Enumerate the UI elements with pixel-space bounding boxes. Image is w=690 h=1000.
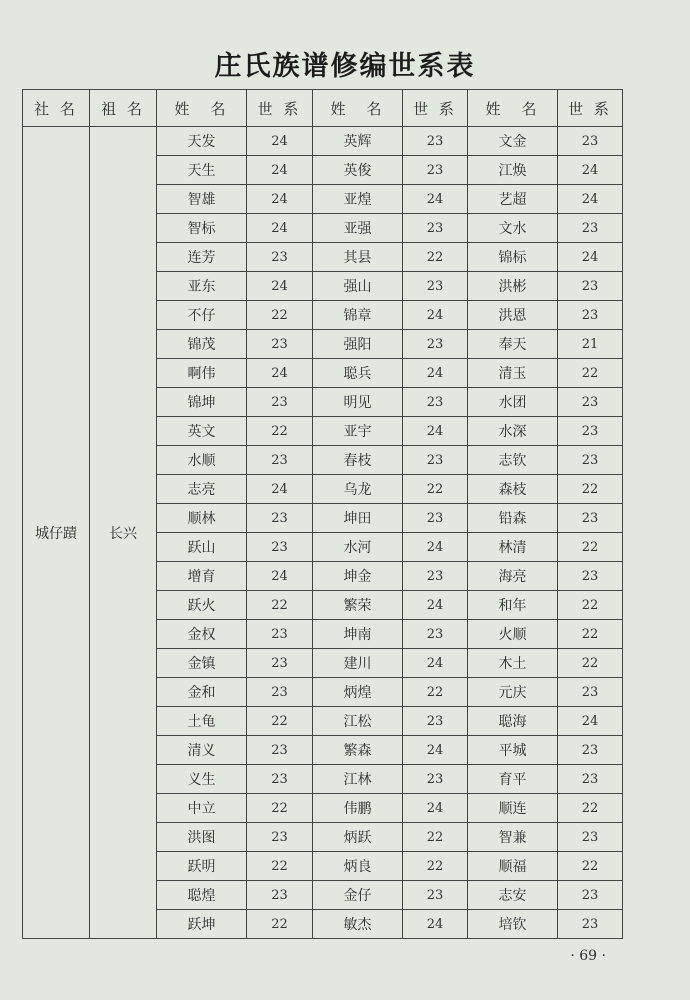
- generation-cell: 23: [558, 504, 623, 533]
- name-cell: 洪图: [157, 823, 247, 852]
- generation-cell: 23: [403, 620, 468, 649]
- generation-cell: 24: [558, 243, 623, 272]
- generation-cell: 23: [403, 707, 468, 736]
- name-cell: 金和: [157, 678, 247, 707]
- generation-cell: 23: [247, 881, 313, 910]
- generation-cell: 22: [247, 852, 313, 881]
- name-cell: 炳煌: [313, 678, 403, 707]
- name-cell: 顺林: [157, 504, 247, 533]
- generation-cell: 22: [247, 417, 313, 446]
- generation-cell: 23: [403, 881, 468, 910]
- name-cell: 亚宇: [313, 417, 403, 446]
- name-cell: 和年: [468, 591, 558, 620]
- name-cell: 锦茂: [157, 330, 247, 359]
- generation-cell: 23: [247, 533, 313, 562]
- name-cell: 文水: [468, 214, 558, 243]
- name-cell: 锦标: [468, 243, 558, 272]
- generation-cell: 23: [558, 881, 623, 910]
- name-cell: 金仔: [313, 881, 403, 910]
- generation-cell: 23: [558, 127, 623, 156]
- page-number: · 69 ·: [570, 948, 606, 964]
- name-cell: 智雄: [157, 185, 247, 214]
- column-header: 祖 名: [90, 90, 157, 127]
- generation-cell: 22: [558, 649, 623, 678]
- name-cell: 智兼: [468, 823, 558, 852]
- generation-cell: 23: [403, 388, 468, 417]
- name-cell: 林清: [468, 533, 558, 562]
- generation-cell: 23: [247, 649, 313, 678]
- name-cell: 啊伟: [157, 359, 247, 388]
- name-cell: 志钦: [468, 446, 558, 475]
- name-cell: 跃山: [157, 533, 247, 562]
- page-title: 庄氏族谱修编世系表: [214, 51, 476, 82]
- name-cell: 天发: [157, 127, 247, 156]
- generation-cell: 23: [403, 156, 468, 185]
- generation-cell: 23: [403, 765, 468, 794]
- generation-cell: 23: [558, 388, 623, 417]
- generation-cell: 24: [403, 301, 468, 330]
- generation-cell: 23: [558, 736, 623, 765]
- generation-cell: 24: [247, 156, 313, 185]
- name-cell: 聪煌: [157, 881, 247, 910]
- header-row: [23, 90, 623, 127]
- column-header: 姓 名: [313, 90, 403, 127]
- generation-cell: 23: [247, 446, 313, 475]
- generation-cell: 23: [403, 504, 468, 533]
- column-header: 世 系: [558, 90, 623, 127]
- generation-cell: 23: [403, 446, 468, 475]
- name-cell: 春枝: [313, 446, 403, 475]
- generation-cell: 22: [403, 243, 468, 272]
- generation-cell: 23: [247, 243, 313, 272]
- generation-cell: 22: [558, 475, 623, 504]
- generation-cell: 22: [247, 794, 313, 823]
- generation-cell: 23: [247, 765, 313, 794]
- name-cell: 锦章: [313, 301, 403, 330]
- generation-cell: 23: [247, 678, 313, 707]
- name-cell: 森枝: [468, 475, 558, 504]
- generation-cell: 22: [403, 823, 468, 852]
- name-cell: 亚煌: [313, 185, 403, 214]
- name-cell: 文金: [468, 127, 558, 156]
- generation-cell: 23: [247, 388, 313, 417]
- generation-cell: 22: [558, 591, 623, 620]
- name-cell: 金权: [157, 620, 247, 649]
- name-cell: 江松: [313, 707, 403, 736]
- generation-cell: 24: [403, 736, 468, 765]
- name-cell: 智标: [157, 214, 247, 243]
- name-cell: 英俊: [313, 156, 403, 185]
- generation-cell: 23: [558, 446, 623, 475]
- generation-cell: 23: [558, 272, 623, 301]
- generation-cell: 23: [247, 620, 313, 649]
- name-cell: 洪恩: [468, 301, 558, 330]
- generation-cell: 24: [558, 156, 623, 185]
- generation-cell: 23: [403, 127, 468, 156]
- name-cell: 乌龙: [313, 475, 403, 504]
- generation-cell: 23: [247, 823, 313, 852]
- generation-cell: 22: [558, 359, 623, 388]
- generation-cell: 23: [558, 678, 623, 707]
- name-cell: 敏杰: [313, 910, 403, 939]
- column-header: 世 系: [403, 90, 468, 127]
- generation-cell: 23: [247, 330, 313, 359]
- name-cell: 顺福: [468, 852, 558, 881]
- generation-cell: 22: [403, 678, 468, 707]
- name-cell: 顺连: [468, 794, 558, 823]
- generation-cell: 23: [558, 823, 623, 852]
- name-cell: 亚东: [157, 272, 247, 301]
- name-cell: 水深: [468, 417, 558, 446]
- generation-cell: 23: [247, 736, 313, 765]
- generation-cell: 24: [403, 185, 468, 214]
- generation-cell: 22: [558, 852, 623, 881]
- name-cell: 跃坤: [157, 910, 247, 939]
- genealogy-table: [22, 89, 623, 939]
- generation-cell: 24: [247, 185, 313, 214]
- generation-cell: 23: [403, 214, 468, 243]
- name-cell: 志亮: [157, 475, 247, 504]
- table-row: [23, 127, 623, 156]
- generation-cell: 22: [247, 301, 313, 330]
- name-cell: 伟鹏: [313, 794, 403, 823]
- name-cell: 明见: [313, 388, 403, 417]
- generation-cell: 22: [403, 852, 468, 881]
- column-header: 社 名: [23, 90, 90, 127]
- name-cell: 奉天: [468, 330, 558, 359]
- generation-cell: 23: [558, 562, 623, 591]
- generation-cell: 22: [403, 475, 468, 504]
- name-cell: 志安: [468, 881, 558, 910]
- name-cell: 江林: [313, 765, 403, 794]
- name-cell: 聪兵: [313, 359, 403, 388]
- generation-cell: 24: [247, 475, 313, 504]
- generation-cell: 24: [403, 910, 468, 939]
- generation-cell: 24: [403, 649, 468, 678]
- generation-cell: 24: [247, 359, 313, 388]
- name-cell: 平城: [468, 736, 558, 765]
- generation-cell: 24: [247, 562, 313, 591]
- name-cell: 土龟: [157, 707, 247, 736]
- name-cell: 不仔: [157, 301, 247, 330]
- name-cell: 江焕: [468, 156, 558, 185]
- generation-cell: 22: [247, 591, 313, 620]
- generation-cell: 23: [247, 504, 313, 533]
- name-cell: 强山: [313, 272, 403, 301]
- name-cell: 坤南: [313, 620, 403, 649]
- name-cell: 育平: [468, 765, 558, 794]
- name-cell: 铅森: [468, 504, 558, 533]
- generation-cell: 22: [247, 910, 313, 939]
- generation-cell: 23: [558, 214, 623, 243]
- generation-cell: 21: [558, 330, 623, 359]
- name-cell: 炳跃: [313, 823, 403, 852]
- name-cell: 海亮: [468, 562, 558, 591]
- name-cell: 木土: [468, 649, 558, 678]
- generation-cell: 24: [403, 359, 468, 388]
- generation-cell: 24: [247, 272, 313, 301]
- name-cell: 洪彬: [468, 272, 558, 301]
- generation-cell: 24: [247, 214, 313, 243]
- generation-cell: 22: [247, 707, 313, 736]
- generation-cell: 24: [403, 533, 468, 562]
- generation-cell: 24: [247, 127, 313, 156]
- name-cell: 水顺: [157, 446, 247, 475]
- generation-cell: 23: [558, 301, 623, 330]
- generation-cell: 24: [403, 417, 468, 446]
- name-cell: 清义: [157, 736, 247, 765]
- name-cell: 水河: [313, 533, 403, 562]
- she-name-cell: 城仔蹟: [23, 127, 90, 939]
- generation-cell: 22: [558, 620, 623, 649]
- name-cell: 中立: [157, 794, 247, 823]
- name-cell: 其县: [313, 243, 403, 272]
- name-cell: 炳良: [313, 852, 403, 881]
- name-cell: 繁荣: [313, 591, 403, 620]
- generation-cell: 23: [403, 562, 468, 591]
- generation-cell: 23: [558, 910, 623, 939]
- column-header: 世 系: [247, 90, 313, 127]
- name-cell: 聪海: [468, 707, 558, 736]
- column-header: 姓 名: [157, 90, 247, 127]
- name-cell: 强阳: [313, 330, 403, 359]
- name-cell: 金镇: [157, 649, 247, 678]
- name-cell: 英文: [157, 417, 247, 446]
- name-cell: 义生: [157, 765, 247, 794]
- name-cell: 建川: [313, 649, 403, 678]
- name-cell: 火顺: [468, 620, 558, 649]
- name-cell: 连芳: [157, 243, 247, 272]
- name-cell: 增育: [157, 562, 247, 591]
- name-cell: 清玉: [468, 359, 558, 388]
- name-cell: 跃火: [157, 591, 247, 620]
- name-cell: 元庆: [468, 678, 558, 707]
- name-cell: 坤田: [313, 504, 403, 533]
- generation-cell: 24: [403, 794, 468, 823]
- generation-cell: 22: [558, 794, 623, 823]
- generation-cell: 24: [558, 185, 623, 214]
- name-cell: 水团: [468, 388, 558, 417]
- name-cell: 坤金: [313, 562, 403, 591]
- name-cell: 繁森: [313, 736, 403, 765]
- name-cell: 天生: [157, 156, 247, 185]
- generation-cell: 24: [558, 707, 623, 736]
- generation-cell: 22: [558, 533, 623, 562]
- generation-cell: 23: [403, 330, 468, 359]
- generation-cell: 23: [558, 417, 623, 446]
- name-cell: 英辉: [313, 127, 403, 156]
- generation-cell: 23: [403, 272, 468, 301]
- generation-cell: 24: [403, 591, 468, 620]
- table-body: [23, 127, 623, 939]
- name-cell: 亚强: [313, 214, 403, 243]
- name-cell: 艺超: [468, 185, 558, 214]
- zu-name-cell: 长兴: [90, 127, 157, 939]
- name-cell: 培钦: [468, 910, 558, 939]
- column-header: 姓 名: [468, 90, 558, 127]
- name-cell: 跃明: [157, 852, 247, 881]
- name-cell: 锦坤: [157, 388, 247, 417]
- generation-cell: 23: [558, 765, 623, 794]
